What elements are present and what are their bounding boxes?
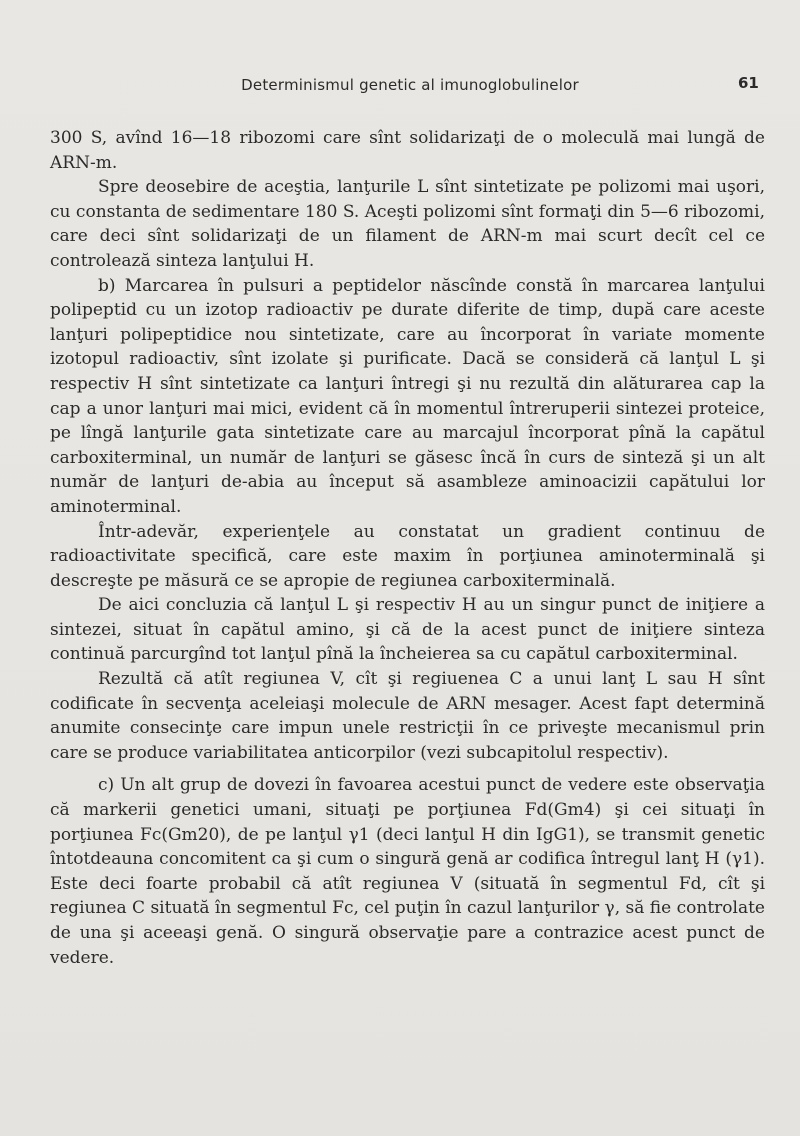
paragraph-b-pulse-labeling: b) Marcarea în pulsuri a peptidelor născînde constă în marcarea lanţului polipeptid cu un izotop radioactiv pe durate diferite de timp, după care aceste lanţuri polipeptidice nou sintetizate, care au încorporat în variate momente izotopul radioactiv, sînt izolate şi purificate. Dacă se consideră că lanţul L şi respectiv H sînt sintetizate ca lanţuri întregi şi nu rezultă din alăturarea cap la cap a unor lanţuri mai mici, evident că în momentul întreruperii sintezei proteice, pe lîngă lanţurile gata sintetizate care au marcajul încorporat pînă la capătul carboxiterminal, un număr de lanţuri se găsesc încă în curs de sinteză şi un alt număr de lanţuri de-abia au început să asambleze aminoacizii capătului lor aminoterminal. bbox=[50, 275, 765, 517]
page-number: 61 bbox=[738, 74, 759, 92]
paragraph-continuation: 300 S, avînd 16—18 ribozomi care sînt solidarizaţi de o moleculă mai lungă de ARN-m. bbox=[50, 128, 765, 173]
paragraph-gradient: Într-adevăr, experienţele au constatat un gradient continuu de radioactivitate specifică, care este maxim în porţiunea aminoterminală şi descreşte pe măsură ce se apropie de regiunea carboxiterminală. bbox=[50, 521, 765, 591]
paragraph-light-chains: Spre deosebire de aceştia, lanţurile L sînt sintetizate pe polizomi mai uşori, cu constanta de sedimentare 180 S. Aceşti polizomi sînt formaţi din 5—6 ribozomi, care deci sînt solidarizaţi de un filament de ARN-m mai scurt decît cel ce controlează sinteza lanţului H. bbox=[50, 177, 765, 271]
running-title: Determinismul genetic al imunoglobulinelor bbox=[241, 76, 579, 94]
body-text bbox=[50, 126, 765, 970]
paragraph-conclusion: De aici concluzia că lanţul L şi respectiv H au un singur punct de iniţiere a sintezei, situat în capătul amino, şi că de la acest punct de iniţiere sinteza continuă parcurgînd tot lanţul pînă la încheierea sa cu capătul carboxiterminal. bbox=[50, 595, 765, 665]
paragraph-regions: Rezultă că atît regiunea V, cît şi regiuenea C a unui lanţ L sau H sînt codificate în secvenţa aceleiaşi molecule de ARN mesager. Acest fapt determină anumite consecinţe care impun unele restricţii în ce priveşte mecanismul prin care se produce variabilitatea anticorpilor (vezi subcapitolul respectiv). bbox=[50, 669, 765, 763]
paragraph-c-genetic-markers: c) Un alt grup de dovezi în favoarea acestui punct de vedere este observaţia că markerii genetici umani, situaţi pe porţiunea Fd(Gm4) şi cei situaţi în porţiunea Fc(Gm20), de pe lanţul γ1 (deci lanţul H din IgG1), se transmit genetic întotdeauna concomitent ca şi cum o singură genă ar codifica întregul lanţ H (γ1). Este deci foarte probabil că atît regiunea V (situată în segmentul Fd, cît şi regiunea C situată în segmentul Fc, cel puţin în cazul lanţurilor γ, să fie controlate de una şi aceeaşi genă. O singură observaţie pare a contrazice acest punct de vedere. bbox=[50, 775, 765, 968]
